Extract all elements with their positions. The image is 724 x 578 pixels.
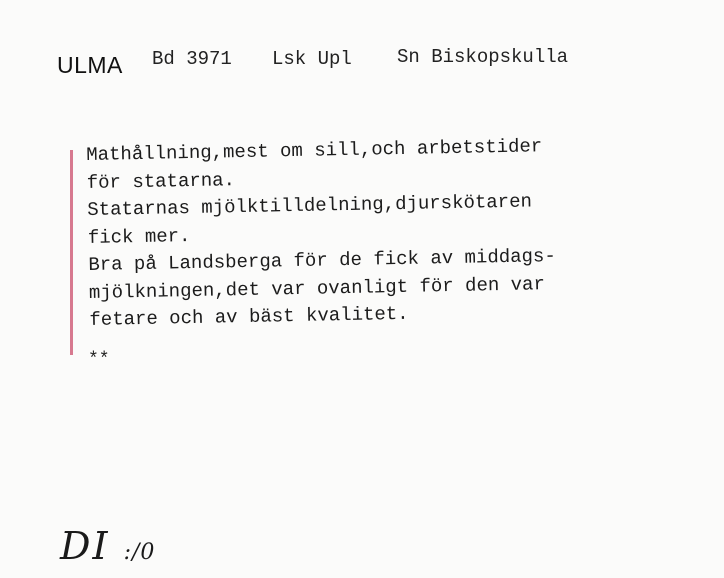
handwritten-note [60,524,155,568]
handwritten-main: DI [60,524,110,568]
card-body-text [86,130,690,334]
margin-line [70,150,73,355]
body-line: Bra på Landsberga för de fick av middags- [88,245,556,276]
handwritten-small: :/0 [123,540,156,565]
body-line: Statarnas mjölktilldelning,djurskötaren [87,190,533,221]
card-header [57,42,677,82]
reference-number: Bd 3971 [152,48,232,70]
body-line: Mathållning,mest om sill,och arbetstider [86,135,543,166]
archive-label: ULMA [57,52,123,78]
body-line: mjölkningen,det var ovanligt för den var [88,272,546,304]
stars-marker: ** [88,350,110,370]
body-line: fetare och av bäst kvalitet. [89,302,409,331]
body-line: fick mer. [87,224,191,249]
body-line: för statarna. [86,168,236,194]
parish-label: Sn Biskopskulla [397,46,569,68]
region-label: Lsk Upl [272,48,352,70]
